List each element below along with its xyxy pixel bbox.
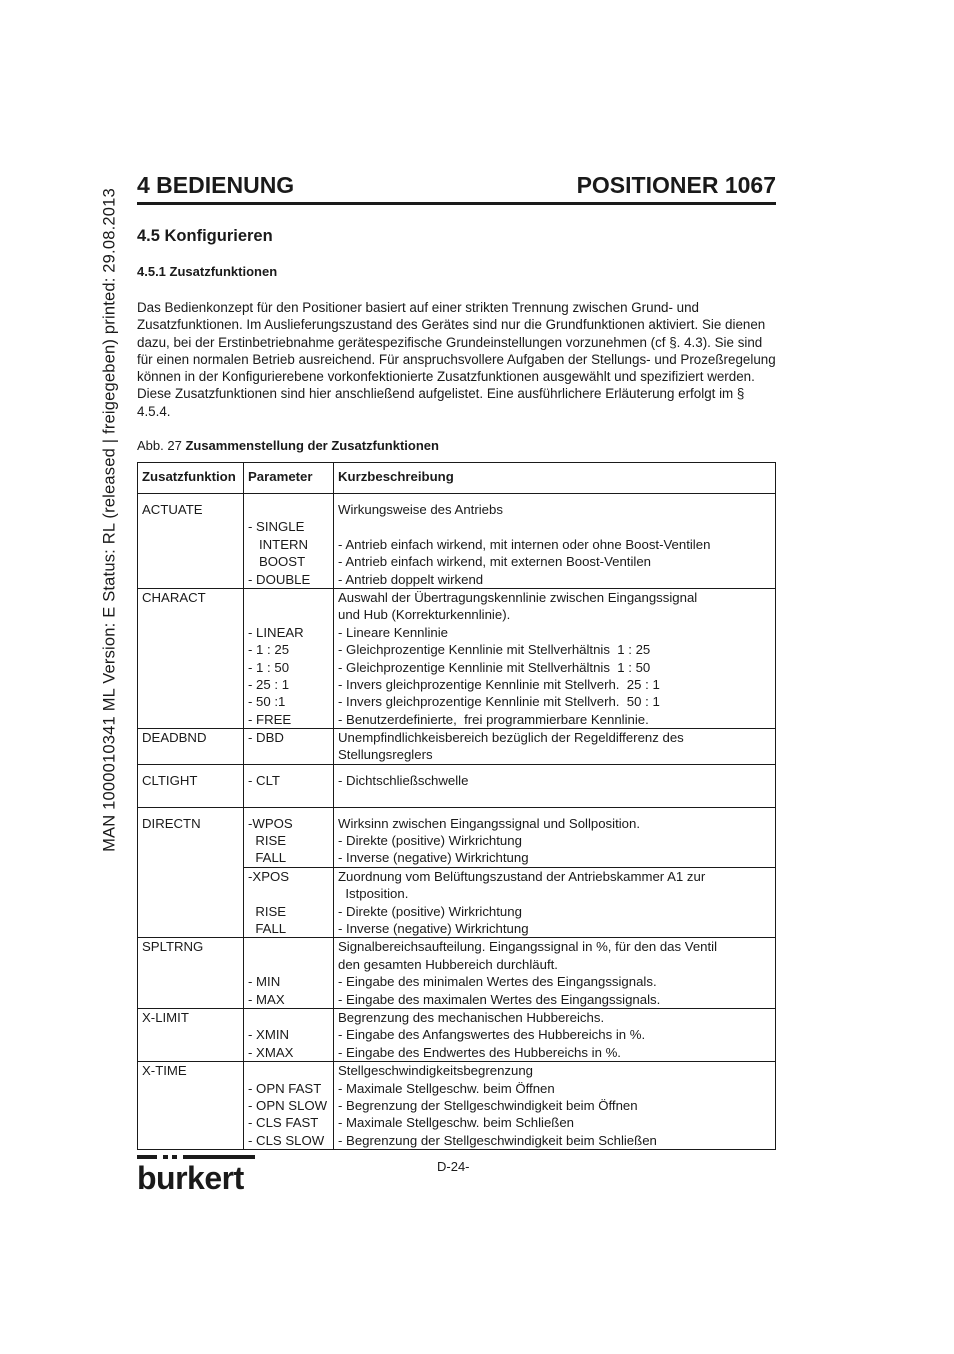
parameter-line: - DBD — [248, 730, 284, 746]
table-header-row — [138, 463, 776, 494]
chapter-title: 4 BEDIENUNG — [137, 172, 295, 198]
parameter-line: - XMAX — [248, 1044, 294, 1060]
section-title: 4.5 Konfigurieren — [137, 227, 273, 245]
description-line — [338, 518, 771, 535]
description-cell — [334, 494, 776, 589]
function-name: DIRECTN — [138, 807, 244, 938]
intro-paragraph: Das Bedienkonzept für den Positioner basiert auf einer strikten Trennung zwischen Grund- und Zusatzfunktionen. Im Auslieferungszustand des Gerätes sind nur die Grundfunktionen aktiviert. Sie dienen dazu, bei der Erstinbetriebnahme gerätespezifische Grundeinstellungen vorzunehmen (cf §. 4.3). Sie sind für einen normalen Betrieb ausreichend. Für anspruchsvollere Aufgaben der Stellungs- und Prozeßregelung können in der Konfigurierebene vorkonfektionierte Zusatzfunktionen ausgewählt und spezifiziert werden. Diese Zusatzfunktionen sind hier anschließend aufgelistet. Eine ausführlichere Erläuterung erfolgt im § 4.5.4. — [137, 300, 776, 419]
description-line: - Eingabe des Anfangswertes des Hubbereichs in %. — [338, 1027, 646, 1043]
function-name: CHARACT — [138, 588, 244, 728]
description-line: Begrenzung des mechanischen Hubbereichs. — [338, 1009, 605, 1025]
page-number: D-24- — [437, 1159, 470, 1174]
description-line: - Antrieb einfach wirkend, mit internen oder ohne Boost-Ventilen — [338, 536, 711, 552]
description-line: Stellgeschwindigkeitsbegrenzung — [338, 1063, 534, 1079]
description-cell — [334, 588, 776, 728]
description-cell — [334, 1008, 776, 1061]
description-line: - Maximale Stellgeschw. beim Öffnen — [338, 1080, 555, 1096]
description-line: Zuordnung vom Belüftungszustand der Antriebskammer A1 zur — [338, 868, 706, 884]
description-line: Wirkungsweise des Antriebs — [338, 502, 503, 517]
caption-prefix: Abb. 27 — [137, 438, 186, 453]
description-line — [338, 789, 771, 806]
description-line: und Hub (Korrekturkennlinie). — [338, 607, 511, 623]
table-row — [138, 1008, 776, 1061]
parameter-line — [248, 938, 329, 955]
parameter-line: RISE — [248, 833, 287, 849]
description-line: - Lineare Kennlinie — [338, 624, 448, 640]
parameter-cell — [244, 867, 334, 938]
description-line: - Maximale Stellgeschw. beim Schließen — [338, 1115, 575, 1131]
description-line: - Direkte (positive) Wirkrichtung — [338, 833, 522, 849]
parameter-line: INTERN — [248, 536, 309, 552]
description-line: - Direkte (positive) Wirkrichtung — [338, 903, 522, 919]
parameter-line — [248, 956, 329, 973]
table-row — [138, 764, 776, 807]
description-line: - Gleichprozentige Kennlinie mit Stellverhältnis 1 : 50 — [338, 659, 651, 675]
description-line: - Eingabe des minimalen Wertes des Eingangssignals. — [338, 974, 657, 990]
parameter-line — [248, 589, 329, 606]
parameter-line: RISE — [248, 903, 287, 919]
parameter-line: - 25 : 1 — [248, 676, 290, 692]
header-parameter: Parameter — [244, 463, 334, 494]
parameter-line: - MIN — [248, 974, 281, 990]
description-line: Stellungsreglers — [338, 747, 433, 763]
table-row — [138, 938, 776, 1009]
parameter-line: FALL — [248, 920, 287, 936]
description-line: - Begrenzung der Stellgeschwindigkeit beim Schließen — [338, 1132, 657, 1148]
parameter-line: - DOUBLE — [248, 571, 311, 587]
function-name: SPLTRNG — [138, 938, 244, 1009]
page-header — [137, 172, 776, 205]
parameter-line: - XMIN — [248, 1027, 290, 1043]
parameter-line: - OPN FAST — [248, 1080, 322, 1096]
parameter-line: - FREE — [248, 711, 292, 727]
parameter-cell — [244, 764, 334, 807]
parameter-cell — [244, 1008, 334, 1061]
description-line: - Eingabe des maximalen Wertes des Eingangssignals. — [338, 991, 661, 1007]
parameter-line — [248, 1009, 329, 1026]
table-body — [138, 494, 776, 1150]
function-name: X-TIME — [138, 1062, 244, 1150]
description-line: - Antrieb doppelt wirkend — [338, 571, 484, 587]
function-name: ACTUATE — [138, 494, 244, 589]
description-cell — [334, 729, 776, 765]
parameter-line: - 1 : 25 — [248, 642, 290, 658]
parameter-line: - SINGLE — [248, 519, 305, 535]
parameter-cell — [244, 1062, 334, 1150]
caption-title: Zusammenstellung der Zusatzfunktionen — [185, 438, 439, 453]
subsection-title: 4.5.1 Zusatzfunktionen — [137, 264, 278, 279]
parameter-line — [248, 606, 329, 623]
description-line: Unempfindlichkeisbereich bezüglich der Regeldifferenz des — [338, 730, 684, 746]
description-line: - Invers gleichprozentige Kennlinie mit Stellverh. 50 : 1 — [338, 694, 660, 710]
parameter-line: - MAX — [248, 991, 285, 1007]
function-name: DEADBND — [138, 729, 244, 765]
description-line: - Eingabe des Endwertes des Hubbereichs in %. — [338, 1044, 621, 1060]
parameter-line: - CLT — [248, 772, 280, 788]
header-function: Zusatzfunktion — [138, 463, 244, 494]
parameter-line: - OPN SLOW — [248, 1097, 328, 1113]
description-cell — [334, 807, 776, 867]
parameter-line: - 1 : 50 — [248, 659, 290, 675]
function-name: CLTIGHT — [138, 764, 244, 807]
table-row — [138, 1062, 776, 1150]
table-row — [138, 588, 776, 728]
description-line: - Inverse (negative) Wirkrichtung — [338, 850, 529, 866]
description-cell — [334, 938, 776, 1009]
product-title: POSITIONER 1067 — [576, 172, 776, 198]
brand-wordmark: burkert — [137, 1160, 244, 1193]
parameter-line: -XPOS — [248, 868, 290, 884]
parameter-line — [248, 885, 329, 902]
header-description: Kurzbeschreibung — [334, 463, 776, 494]
table-caption — [137, 438, 439, 453]
table-row — [138, 729, 776, 765]
description-cell — [334, 1062, 776, 1150]
parameter-cell — [244, 729, 334, 765]
description-cell — [334, 867, 776, 938]
parameter-line: FALL — [248, 850, 287, 866]
function-name: X-LIMIT — [138, 1008, 244, 1061]
description-line: - Gleichprozentige Kennlinie mit Stellverhältnis 1 : 25 — [338, 642, 651, 658]
parameter-line: - CLS SLOW — [248, 1132, 325, 1148]
burkert-logo-mark — [137, 1153, 257, 1193]
description-line: - Begrenzung der Stellgeschwindigkeit beim Öffnen — [338, 1097, 638, 1113]
description-line: den gesamten Hubbereich durchläuft. — [338, 956, 558, 972]
parameter-cell — [244, 938, 334, 1009]
parameter-line: - LINEAR — [248, 624, 304, 640]
description-line: - Dichtschließschwelle — [338, 772, 469, 788]
parameter-line — [248, 1062, 329, 1079]
parameter-line: - 50 :1 — [248, 694, 286, 710]
document-metadata-text: MAN 1000010341 ML Version: E Status: RL (released | freigegeben) printed: 29.08.2013 — [100, 188, 119, 852]
parameter-line: -WPOS — [248, 815, 293, 831]
description-line: Signalbereichsaufteilung. Eingangssignal in %, für den das Ventil — [338, 939, 718, 955]
parameter-cell — [244, 807, 334, 867]
description-line: - Antrieb einfach wirkend, mit externen Boost-Ventilen — [338, 554, 652, 570]
description-line: Istposition. — [338, 886, 409, 902]
parameter-line: BOOST — [248, 554, 306, 570]
table-row — [138, 494, 776, 589]
table-row — [138, 807, 776, 867]
description-line: - Inverse (negative) Wirkrichtung — [338, 920, 529, 936]
functions-table — [137, 462, 776, 1150]
description-line: Wirksinn zwischen Eingangssignal und Sollposition. — [338, 815, 641, 831]
description-line: - Invers gleichprozentige Kennlinie mit Stellverh. 25 : 1 — [338, 676, 660, 692]
description-line: Auswahl der Übertragungskennlinie zwischen Eingangssignal — [338, 589, 698, 605]
parameter-line — [248, 501, 329, 518]
description-line: - Benutzerdefinierte, frei programmierbare Kennlinie. — [338, 711, 649, 727]
parameter-line: - CLS FAST — [248, 1115, 319, 1131]
parameter-cell — [244, 494, 334, 589]
burkert-logo — [137, 1153, 257, 1193]
description-cell — [334, 764, 776, 807]
parameter-cell — [244, 588, 334, 728]
